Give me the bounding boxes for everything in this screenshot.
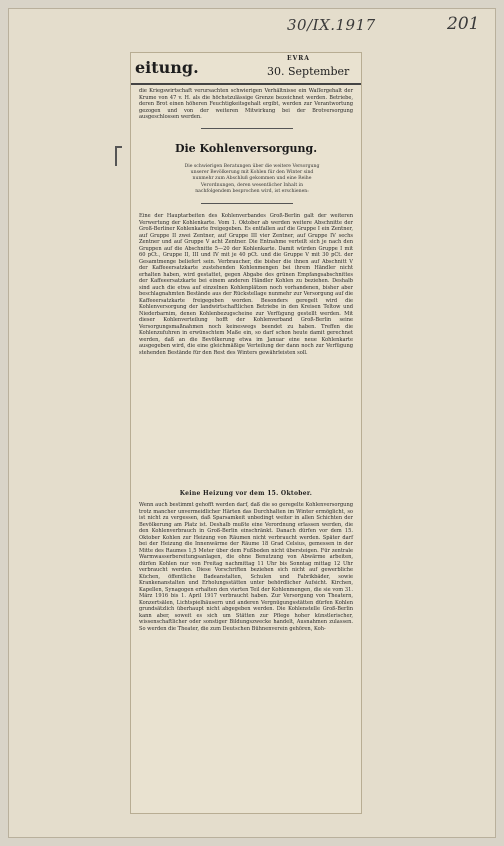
article-lead: Die schwierigen Beratungen über die weitere Versorgung unserer Bevölkerung mit Kohlen für den Winter sind nunmehr zum Abschluß gekommen und eine Reihe Verordnungen, deren wesentlicher Inhalt in nachfolgendem besprochen wird, ist erschienen:: [184, 164, 320, 194]
body-paragraph: Eine der Hauptarbeiten des Kohlenverbandes Groß-Berlin galt der weiteren Verwertung der Kohlenkarte. Vom 1. Oktober ab werden weitere Abschnitte der Groß-Berliner Kohlenkarte freigegeben. Es entfallen auf die Gruppe I ein Zentner, auf Gruppe II zwei Zentner, auf Gruppe III vier Zentner, auf Gruppe IV sechs Zentner und auf Gruppe V acht Zentner. Die Entnahme verteilt sich je nach den Gruppen auf die Abschnitte 5—20 der Kohlenkarte. Damit würden Gruppe I mit 60 pCt., Gruppe II, III und IV mit je 40 pCt. und die Gruppe V mit 30 pCt. der Gesamtmenge beliefert sein. Verbraucher, die bisher die ihnen auf Abschnitt V der Kaffeeersatzkarte zustehenden Kohlenmengen bei ihrem Händler nicht erhalten haben, wird gestattet, gegen Abgabe des grünen Empfangsabschnittes der Kaffeeersatzkarte bei einem anderen Händler Kohlen zu beziehen. Deshalb sind auch die etwa auf einzelnen Kohlenplätzen noch vorhandenen, bisher aber beschlagnahmten Bestände aus der Rückstellage nunmehr zur Versorgung auf die Kaffeeersatzkarte freigegeben worden. Besonders geregelt wird die Kohlenversorgung der landwirtschaftlichen Betriebe in den Kreisen Teltow und Niederbarnim, denen Kohlenbezugscheine zur Verfügung gestellt werden. Mit dieser Kohlenverteilung hofft der Kohlenverband Groß-Berlin seine Versorgungsmaßnahmen noch keineswegs beendet zu haben. Treffen die Kohlenzufuhren in erwünschtem Maße ein, so darf schon heute damit gerechnet werden, daß an die Bevölkerung etwa im Januar eine neue Kohlenkarte ausgegeben wird, die eine gleichmäßige Verteilung der dann noch zur Verfügung stehenden Bestände für den Rest des Winters gewährleisten soll.: [139, 213, 353, 356]
masthead-date: 30. September: [267, 65, 350, 78]
subheading: Keine Heizung vor dem 15. Oktober.: [179, 490, 313, 497]
handwritten-date: 30/IX.1917: [287, 16, 376, 34]
intro-paragraph: die Kriegswirtschaft verursachten schwierigen Verhältnisse ein Waſſergehalt der Krume von 47 v. H. als die höchstzulässige Grenze bezeichnet werden. Betriebe, deren Brot einen höheren Feuchtigkeitsgehalt ergibt, werden zur Verantwortung gezogen und von der weiteren Mitwirkung bei der Brotversorgung ausgeschlossen werden.: [139, 88, 353, 120]
masthead-title: eitung.: [135, 58, 199, 77]
pencil-bracket-mark: [115, 146, 122, 166]
closing-paragraph: Wenn auch bestimmt gehofft werden darf, daß die so geregelte Kohlenversorgung trotz mancher unvermeidlicher Härten das Durchhalten im Winter ermöglicht, so ist nicht zu vergessen, daß Sparsamkeit unbedingt weiter in allen Schichten der Bevölkerung am Platz ist. Deshalb mußte eine Verordnung erlassen werden, die den Kohlenverbrauch in Groß-Berlin einschränkt. Danach dürfen vor dem 15. Oktober Kohlen zur Heizung von Räumen nicht verbraucht werden. Später darf bei der Heizung die Innenwärme der Räume 18 Grad Celsius, gemessen in der Mitte des Raumes 1,5 Meter über dem Fußboden nicht übersteigen. Für zentrale Warmwasserbereitungsanlagen, die ohne Benutzung von Abwärme arbeiten, dürfen Kohlen nur von Freitag nachmittag 11 Uhr bis Sonntag mittag 12 Uhr verbraucht werden. Diese Vorschriften beziehen sich nicht auf gewerbliche Küchen, öffentliche Badeanstalten, Schulen und Fabrikbäder, sowie Krankenanstalten und Erholungsstätten unter behördlicher Aufsicht. Kirchen, Kapellen, Synagogen erhalten den vierten Teil der Kohlenmengen, die sie vom 31. März 1916 bis 1. April 1917 verbraucht haben. Zur Versorgung von Theatern, Konzertsälen, Lichtspielhäusern und anderen Vergnügungsstätten dürfen Kohlen grundsätzlich überhaupt nicht abgegeben werden. Die Kohlenstelle Groß-Berlin kann aber, soweit es sich um Stätten zur Pflege hoher künstlerischer, wissenschaftlicher oder sonstiger Bildungszwecke handelt, Ausnahmen zulassen. So werden die Theater, die zum Deutschen Bühnenverein gehören, Koh-: [139, 502, 353, 632]
masthead-day: EVRA: [287, 55, 310, 62]
article-headline: Die Kohlenversorgung.: [174, 142, 318, 155]
masthead: [131, 53, 361, 85]
divider: [201, 128, 293, 129]
newspaper-clipping: [130, 52, 362, 814]
divider: [201, 203, 293, 204]
handwritten-page-number: 201: [447, 14, 480, 34]
